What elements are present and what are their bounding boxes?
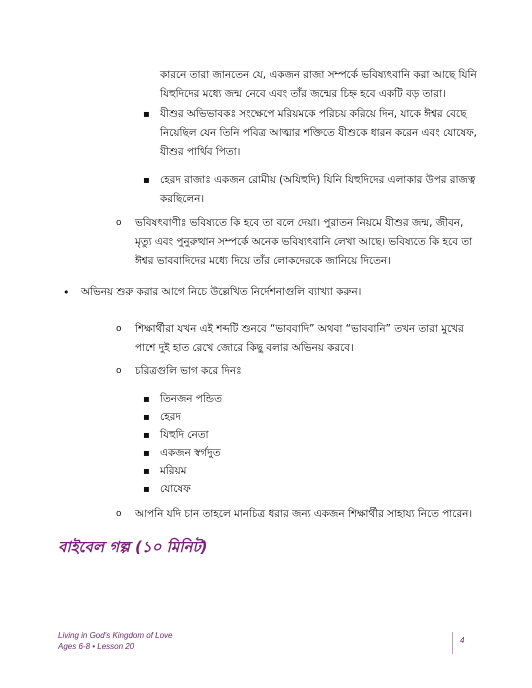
section-heading: বাইবেল গল্প (১০ মিনিট) <box>58 538 208 556</box>
dot-bullet-icon: • <box>63 286 70 299</box>
footer-title: Living in God's Kingdom of Love <box>58 631 173 640</box>
list-item: যিহুদি নেতা <box>160 429 209 441</box>
square-bullet-icon: ▪ <box>143 466 150 477</box>
footer-subtitle: Ages 6-8 • Lesson 20 <box>58 642 135 651</box>
circle-bullet-icon: o <box>116 366 122 376</box>
circle-bullet-icon: o <box>116 324 122 334</box>
list-item: যোষেফ <box>160 483 191 495</box>
square-bullet-icon: ▪ <box>143 484 150 495</box>
list-item: হেরদ <box>160 411 181 423</box>
gesture-item: শিক্ষার্থীরা যখন এই শব্দটি শুনবে “ভাববাদি” অথবা “ভাববানি” তখন তারা মুখের পাশে দুই হাত রেখে জোরে কিছু বলার অভিনয় করবে। <box>135 323 464 354</box>
roles-item: চরিত্রগুলি ভাগ করে দিনঃ <box>135 365 242 377</box>
instructions-item: অভিনয় শুরু করার আগে নিচে উল্লেখিত নির্দেশনাগুলি ব্যাখ্যা করুন। <box>81 286 362 298</box>
list-item: মরিয়ম <box>160 465 187 477</box>
guardian-item: যীশুর অভিভাবকঃ সংক্ষেপে মরিয়মকে পরিচয় করিয়ে দিন, যাকে ঈশ্বর বেছে নিয়েছিল যেন তিনি পবিত্র আত্মার শক্তিতে যীশুকে ধারন করেন এবং যোষেফ, যীশুর পার্থিব পিতা। <box>160 108 477 158</box>
square-bullet-icon: ▪ <box>143 448 150 459</box>
picture-item: আপনি যদি চান তাহলে মানচিত্র ধরার জন্য একজন শিক্ষার্থীর সাহায্য নিতে পারেন। <box>135 508 473 520</box>
herod-item: হেরদ রাজাঃ একজন রোমীয় (অযিহুদি) যিনি যিহুদিদের এলাকার উপর রাজত্ব করছিলেন। <box>160 174 476 205</box>
square-bullet-icon: ▪ <box>143 394 150 405</box>
list-item: একজন স্বর্গদুত <box>160 447 221 459</box>
square-bullet-icon: ▪ <box>143 412 150 423</box>
page-number: 4 <box>460 636 465 645</box>
footer-divider <box>452 632 453 654</box>
square-bullet-icon: ▪ <box>143 430 150 441</box>
square-bullet-icon: ▪ <box>143 109 150 120</box>
footer <box>58 630 172 652</box>
prophecy-item: ভবিষৎবাণীঃ ভবিষ্যতে কি হবে তা বলে দেয়া। পুরাতন নিয়মে যীশুর জন্ম, জীবন, মৃত্যু এবং পুনুরুত্থান সম্পর্কে অনেক ভবিষ্যৎবানি লেখা আছে। ভবিষ্যতে কি হবে তা ঈশ্বর ভাববাদিদের মধ্যে দিয়ে তাঁর লোকদেরকে জানিয়ে দিতেন। <box>135 217 473 267</box>
square-bullet-icon: ▪ <box>143 175 150 186</box>
circle-bullet-icon: o <box>116 218 122 228</box>
intro-paragraph: কারনে তারা জানতেন যে, একজন রাজা সম্পর্কে ভবিষ্যৎবানি করা আছে যিনি যিহুদিদের মধ্যে জন্ম নেবে এবং তাঁর জন্মের চিহ্ন হবে একটি বড় তারা। <box>160 69 477 100</box>
circle-bullet-icon: o <box>116 509 122 519</box>
list-item: তিনজন পন্ডিত <box>160 393 222 405</box>
